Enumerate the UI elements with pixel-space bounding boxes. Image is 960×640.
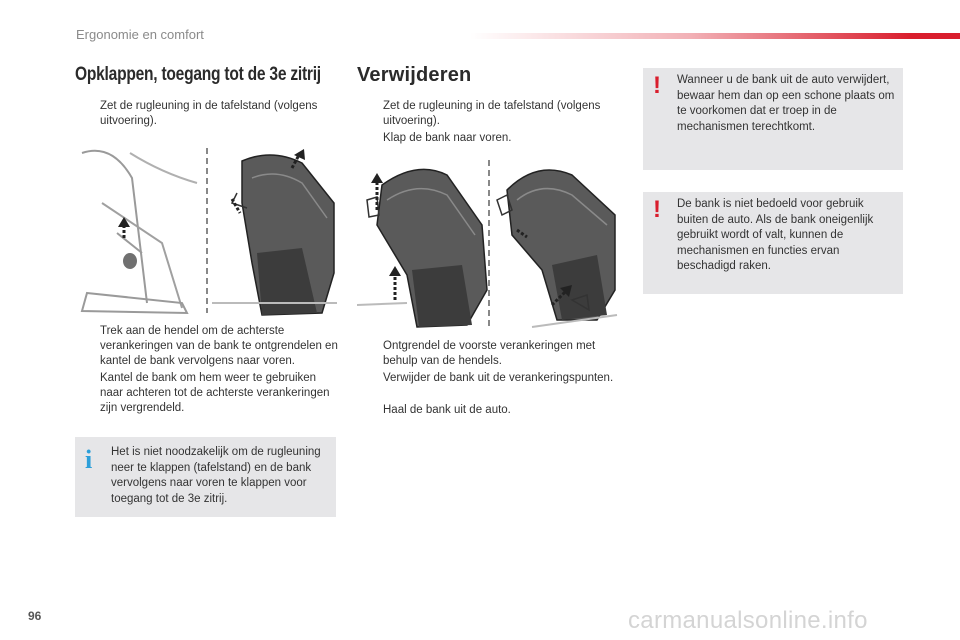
seat-fold-illustration	[72, 143, 338, 320]
warning-text: Wanneer u de bank uit de auto verwijdert, bewaar hem dan op een schone plaats om te voorkomen dat er troep in de mechanismen terechtkomt.	[677, 74, 895, 133]
left-bullet-2	[79, 324, 341, 369]
info-box	[75, 437, 336, 517]
info-text: Het is niet noodzakelijk om de rugleuning neer te klappen (tafelstand) en de bank vervolgens naar voren te klappen voor toegang tot de 3e zitrij.	[111, 446, 321, 505]
warning-icon: !	[653, 72, 661, 99]
section-title: Ergonomie en comfort	[76, 27, 204, 42]
left-bullet-1	[79, 99, 339, 129]
warning-box-2	[643, 192, 903, 294]
bullet-text: Zet de rugleuning in de tafelstand (volgens uitvoering).	[100, 100, 318, 127]
middle-bullet-1	[362, 99, 624, 129]
middle-bullet-3	[362, 339, 624, 369]
seat-removal-illustration	[357, 155, 620, 333]
left-bullet-3	[79, 371, 341, 416]
bullet-text: Haal de bank uit de auto.	[383, 404, 511, 416]
middle-bullet-2	[362, 131, 624, 146]
warning-box-1	[643, 68, 903, 170]
middle-bullet-5	[362, 403, 624, 418]
left-heading: Opklappen, toegang tot de 3e zitrij	[75, 64, 321, 85]
bullet-text: Verwijder de bank uit de verankeringspunten.	[383, 372, 614, 384]
info-icon: i	[85, 445, 93, 474]
warning-text: De bank is niet bedoeld voor gebruik buiten de auto. Als de bank oneigenlijk gebruikt wordt of valt, kunnen de mechanismen en functies ervan beschadigd raken.	[677, 198, 874, 272]
bullet-text: Zet de rugleuning in de tafelstand (volgens uitvoering).	[383, 100, 601, 127]
middle-bullet-4	[362, 371, 624, 386]
bullet-text: Ontgrendel de voorste verankeringen met behulp van de hendels.	[383, 340, 596, 367]
header-accent-bar	[470, 33, 960, 39]
bullet-text: Klap de bank naar voren.	[383, 132, 512, 144]
bullet-text: Kantel de bank om hem weer te gebruiken naar achteren tot de achterste verankeringen zijn vergrendeld.	[100, 372, 330, 414]
middle-heading: Verwijderen	[357, 64, 472, 86]
watermark: carmanualsonline.info	[628, 607, 868, 634]
warning-icon: !	[653, 196, 661, 223]
page-number: 96	[28, 609, 42, 623]
bullet-text: Trek aan de hendel om de achterste verankeringen van de bank te ontgrendelen en kantel de bank vervolgens naar voren.	[100, 325, 338, 367]
